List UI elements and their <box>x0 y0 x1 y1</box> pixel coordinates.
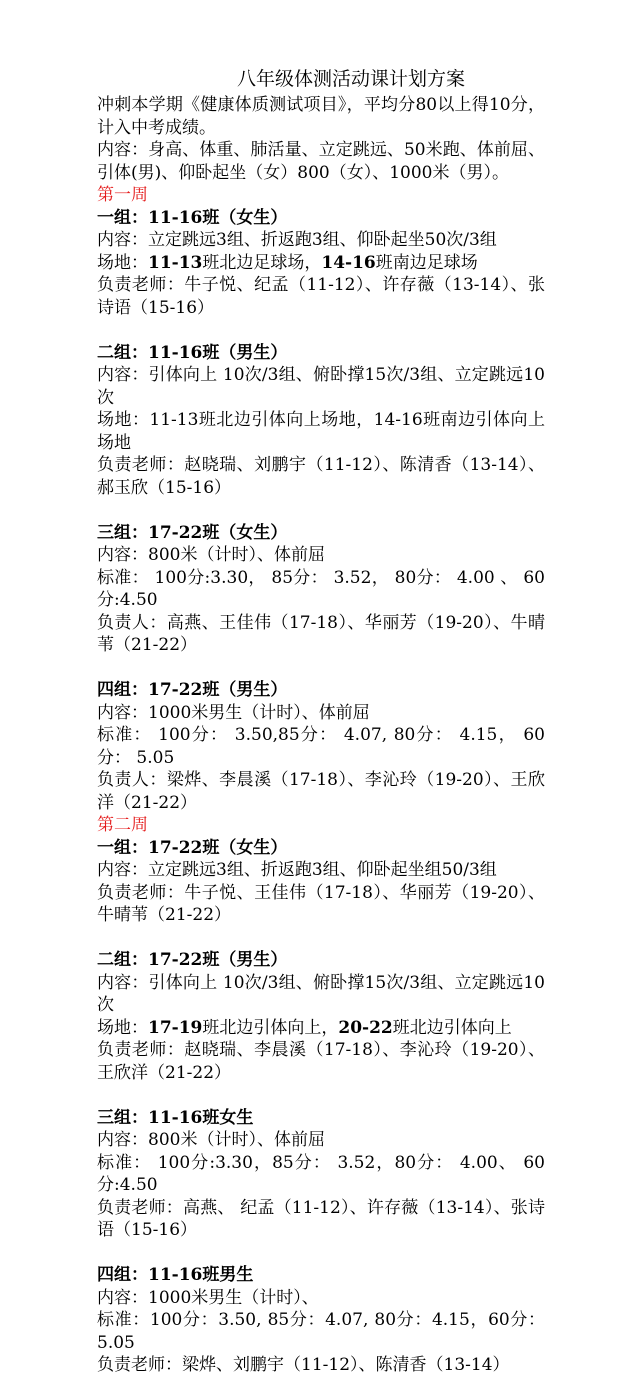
venue-class-range: 11-13 <box>148 252 203 273</box>
venue-text: 班北边引体向上， <box>202 1017 339 1038</box>
group-heading: 二组：11-16班（男生） <box>97 342 288 363</box>
group-teachers: 负责老师：牛子悦、纪孟（11-12）、许存薇（13-14）、张诗语（15-16） <box>97 275 545 318</box>
group-heading: 四组：17-22班（男生） <box>97 680 288 700</box>
group-heading: 一组：11-16班（女生） <box>97 207 288 228</box>
spacer <box>97 1084 545 1107</box>
venue-text: 班南边足球场 <box>375 252 478 273</box>
venue-class-range: 17-19 <box>148 1017 203 1038</box>
group-content: 内容：立定跳远3组、折返跑3组、仰卧起坐50次/3组 <box>97 230 497 250</box>
group-teachers: 负责老师：赵晓瑞、李晨溪（17-18）、李沁玲（19-20）、王欣洋（21-22） <box>97 1040 545 1083</box>
venue-prefix: 场地： <box>97 252 148 273</box>
venue-prefix: 场地： <box>97 1017 148 1038</box>
week-heading: 第二周 <box>97 815 148 835</box>
group-teachers: 负责老师：牛子悦、王佳伟（17-18）、华丽芳（19-20）、牛晴苇（21-22） <box>97 882 545 925</box>
week-heading: 第一周 <box>97 185 148 205</box>
group-content: 内容：引体向上 10次/3组、俯卧撑15次/3组、立定跳远10次 <box>97 365 545 408</box>
group-content: 内容：1000米男生（计时）、 <box>97 1287 319 1308</box>
group-content: 内容：立定跳远3组、折返跑3组、仰卧起坐组50/3组 <box>97 860 497 880</box>
group-teachers: 负责老师：梁烨、刘鹏宇（11-12）、陈清香（13-14） <box>97 1355 510 1375</box>
venue-text: 班北边引体向上 <box>392 1017 512 1038</box>
spacer <box>97 1242 545 1265</box>
group-content: 内容：800米（计时）、体前屈 <box>97 1130 325 1150</box>
group-venue <box>97 252 545 275</box>
group-heading: 二组：17-22班（男生） <box>97 950 288 970</box>
group-standard: 标准： 100分:3.30， 85分： 3.52， 80分： 4.00 、 60分:4.50 <box>97 567 545 610</box>
group-heading: 三组：11-16班女生 <box>97 1107 254 1128</box>
venue-text: 班北边足球场， <box>202 252 322 273</box>
group-content: 内容：引体向上 10次/3组、俯卧撑15次/3组、立定跳远10次 <box>97 972 545 1015</box>
group-teachers: 负责人：高燕、王佳伟（17-18）、华丽芳（19-20）、牛晴苇（21-22） <box>97 612 545 655</box>
group-heading: 一组：17-22班（女生） <box>97 837 288 858</box>
group-standard: 标准：100分：3.50, 85分：4.07, 80分：4.15，60分：5.05 <box>97 1310 545 1353</box>
group-venue <box>97 1017 545 1040</box>
venue-class-range: 20-22 <box>338 1017 393 1038</box>
spacer <box>97 927 545 950</box>
group-content: 内容：1000米男生（计时）、体前屈 <box>97 702 370 723</box>
group-teachers: 负责老师：高燕、 纪孟（11-12）、许存薇（13-14）、张诗语（15-16） <box>97 1197 545 1240</box>
spacer <box>97 499 545 522</box>
intro-paragraph: 冲刺本学期《健康体质测试项目》，平均分80以上得10分，计入中考成绩。 <box>97 95 545 138</box>
page-title: 八年级体测活动课计划方案 <box>236 68 465 90</box>
spacer <box>97 657 545 680</box>
document-body <box>97 64 545 1377</box>
spacer <box>97 319 545 342</box>
group-content: 内容：800米（计时）、体前屈 <box>97 545 325 565</box>
group-standard: 标准： 100分:3.30，85分： 3.52，80分： 4.00、 60分:4.50 <box>97 1152 545 1195</box>
group-heading: 四组：11-16班男生 <box>97 1265 254 1285</box>
group-teachers: 负责人：梁烨、李晨溪（17-18）、李沁玲（19-20）、王欣洋（21-22） <box>97 770 545 813</box>
group-heading: 三组：17-22班（女生） <box>97 522 288 543</box>
group-standard: 标准： 100分： 3.50,85分： 4.07, 80分： 4.15， 60分： 5.05 <box>97 725 545 768</box>
group-venue: 场地：11-13班北边引体向上场地，14-16班南边引体向上场地 <box>97 410 545 453</box>
venue-class-range: 14-16 <box>321 252 376 273</box>
group-teachers: 负责老师：赵晓瑞、刘鹏宇（11-12）、陈清香（13-14）、郝玉欣（15-16） <box>97 455 545 498</box>
test-items-paragraph: 内容：身高、体重、肺活量、立定跳远、50米跑、体前屈、引体(男)、仰卧起坐（女）800（女）、1000米（男）。 <box>97 140 545 183</box>
